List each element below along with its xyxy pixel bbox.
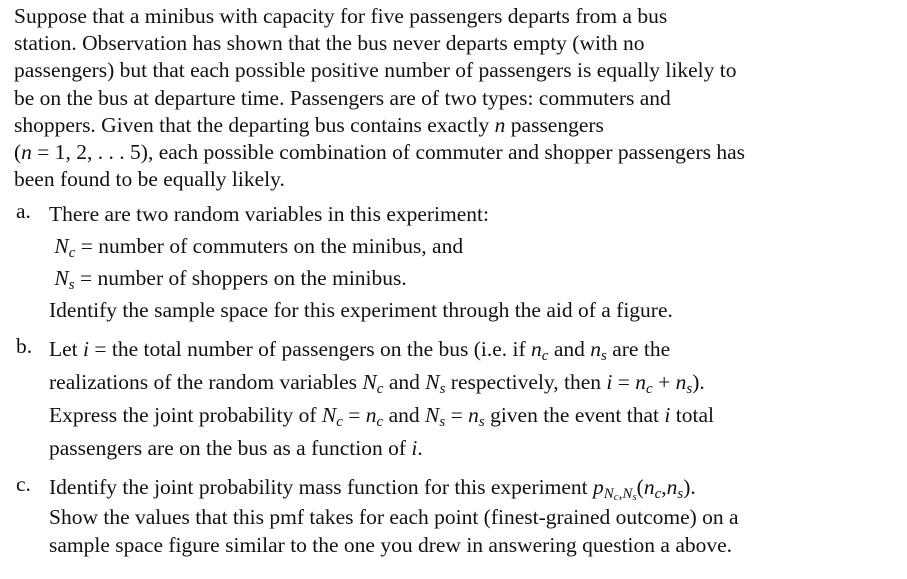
intro-line-6: [14, 139, 899, 166]
subscript-c: c: [68, 245, 76, 262]
part-b-label: b.: [16, 334, 33, 359]
text: Identify the joint probability mass function for this experiment: [49, 475, 593, 500]
var-nc: n: [635, 370, 647, 395]
problem-page: [14, 3, 899, 559]
symbol-Ns: N: [54, 266, 69, 291]
subscript-s: s: [601, 348, 607, 365]
var-nc: n: [365, 403, 377, 428]
var-ns: n: [675, 370, 687, 395]
part-c-label: c.: [16, 472, 31, 497]
var-n: n: [21, 140, 32, 165]
subscript-s: s: [68, 277, 75, 294]
comma: ,: [661, 475, 667, 500]
part-a-nc-definition: [49, 230, 899, 262]
var-i: i: [664, 403, 671, 428]
text: Let: [49, 337, 84, 362]
symbol-Nc: N: [321, 403, 337, 428]
text: total: [670, 403, 714, 428]
subscript-s: s: [632, 491, 637, 504]
var-ns: n: [666, 475, 678, 500]
subscript-c: c: [654, 486, 662, 503]
symbol-Ns: N: [425, 370, 440, 395]
text: realizations of the random variables: [49, 370, 363, 395]
var-nc: n: [643, 475, 655, 500]
text: +: [652, 370, 676, 395]
text: and: [383, 370, 426, 395]
ns-definition-text: = number of shoppers on the minibus.: [74, 266, 407, 291]
subscript-s: s: [686, 381, 693, 398]
part-a-line-4: Identify the sample space for this experiment through the aid of a figure.: [49, 298, 673, 323]
intro-line-5: [14, 112, 899, 139]
text: = the total number of passengers on the bus (i.e. if: [89, 337, 532, 362]
intro-line-4: be on the bus at departure time. Passengers are of two types: commuters and: [14, 85, 671, 110]
subscript-N: N: [603, 486, 614, 503]
paren-close: ).: [683, 475, 696, 500]
text: .: [417, 436, 423, 461]
text: and: [383, 403, 426, 428]
text: ).: [692, 370, 705, 395]
part-b-line-4: [49, 432, 899, 465]
text: =: [342, 403, 366, 428]
subscript-s: s: [439, 414, 446, 431]
var-n: n: [494, 112, 506, 137]
intro-line-1: Suppose that a minibus with capacity for five passengers departs from a bus: [14, 4, 668, 28]
intro-line-6-text: = 1, 2, . . . 5), each possible combination of commuter and shopper passengers has: [31, 140, 746, 165]
text: respectively, then: [445, 370, 607, 395]
nc-definition-text: = number of commuters on the minibus, and: [75, 234, 464, 259]
subscript-s: s: [439, 381, 446, 398]
subscript-N: N: [622, 486, 633, 503]
subscript-s: s: [677, 486, 684, 503]
part-c-line-3: sample space figure similar to the one you drew in answering question a above.: [49, 532, 733, 557]
var-ns: n: [468, 403, 479, 428]
subscript-c: c: [613, 491, 619, 504]
var-ns: n: [590, 337, 602, 362]
subscript-s: s: [478, 414, 485, 431]
part-c-line-1: [49, 471, 899, 504]
part-b: [14, 333, 899, 465]
part-c: [14, 471, 899, 558]
text: =: [445, 403, 469, 428]
part-b-line-2: [49, 366, 899, 399]
part-a-ns-definition: [49, 262, 899, 294]
symbol-Nc: N: [54, 234, 69, 259]
pmf-subscript: [604, 486, 637, 502]
symbol-Ns: N: [425, 403, 440, 428]
subscript-c: c: [541, 348, 549, 365]
subscript-c: c: [376, 414, 384, 431]
intro-line-2: station. Observation has shown that the bus never departs empty (with no: [14, 31, 645, 56]
pmf-symbol: p: [592, 475, 604, 500]
text: and: [548, 337, 591, 362]
intro-line-3: passengers) but that each possible positive number of passengers is equally likely to: [14, 58, 737, 83]
var-i: i: [411, 436, 418, 461]
var-nc: n: [531, 337, 542, 362]
part-a-line-1: There are two random variables in this experiment:: [49, 202, 489, 227]
var-i: i: [83, 337, 90, 362]
subscript-c: c: [646, 381, 653, 398]
symbol-Nc: N: [362, 370, 377, 395]
text: given the event that: [484, 403, 665, 428]
text: are the: [606, 337, 671, 362]
subscript-c: c: [336, 414, 343, 431]
subscript-c: c: [376, 381, 384, 398]
intro-line-5-text: shoppers. Given that the departing bus contains exactly: [14, 112, 490, 137]
text: Express the joint probability of: [49, 403, 322, 428]
subscript-comma: ,: [618, 486, 623, 503]
problem-intro: [14, 3, 899, 193]
text: passengers are on the bus as a function of: [49, 436, 412, 461]
intro-line-5-end: passengers: [505, 112, 604, 137]
var-i: i: [606, 370, 613, 395]
paren-open: (: [14, 140, 22, 165]
paren-open: (: [636, 475, 644, 500]
intro-line-7: been found to be equally likely.: [14, 167, 285, 192]
text: =: [612, 370, 636, 395]
part-c-line-2: Show the values that this pmf takes for each point (finest-grained outcome) on a: [49, 505, 739, 530]
part-a: [14, 198, 899, 326]
part-b-line-3: [49, 399, 899, 432]
part-a-label: a.: [16, 199, 31, 224]
part-b-line-1: [49, 333, 899, 366]
